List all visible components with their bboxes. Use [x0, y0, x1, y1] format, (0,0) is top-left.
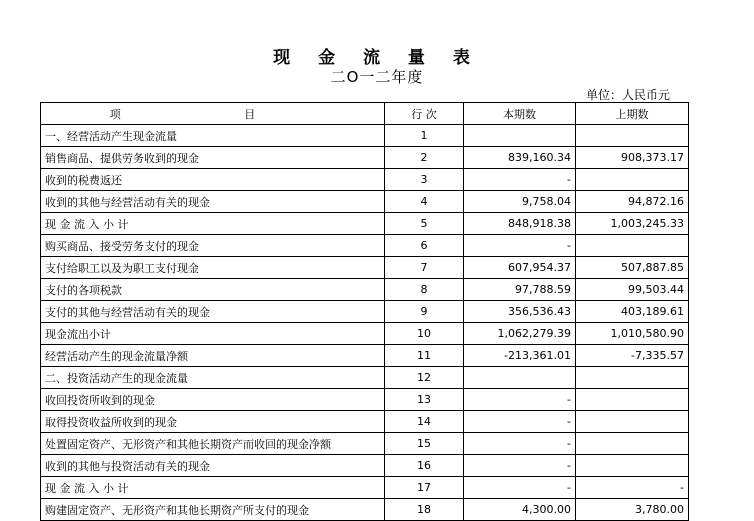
row-current: 9,758.04	[464, 191, 576, 213]
row-current: 1,062,279.39	[464, 323, 576, 345]
row-label: 收到的其他与经营活动有关的现金	[41, 191, 385, 213]
row-label: 支付给职工以及为职工支付现金	[41, 257, 385, 279]
row-label: 处置固定资产、无形资产和其他长期资产而收回的现金净额	[41, 433, 385, 455]
row-previous	[576, 433, 689, 455]
row-previous	[576, 455, 689, 477]
row-previous: -7,335.57	[576, 345, 689, 367]
table-row	[41, 257, 689, 279]
table-row	[41, 389, 689, 411]
row-current: -213,361.01	[464, 345, 576, 367]
row-current: -	[464, 455, 576, 477]
row-label: 经营活动产生的现金流量净额	[41, 345, 385, 367]
row-previous: 908,373.17	[576, 147, 689, 169]
row-line: 9	[385, 301, 464, 323]
row-label: 一、经营活动产生现金流量	[41, 125, 385, 147]
row-previous: 403,189.61	[576, 301, 689, 323]
row-previous	[576, 235, 689, 257]
row-label: 现金流出小计	[41, 323, 385, 345]
table-row	[41, 323, 689, 345]
row-line: 6	[385, 235, 464, 257]
table-row	[41, 499, 689, 521]
row-previous: 94,872.16	[576, 191, 689, 213]
table-row	[41, 367, 689, 389]
row-current: 4,300.00	[464, 499, 576, 521]
row-current: 839,160.34	[464, 147, 576, 169]
report-title: 现 金 流 量 表	[273, 48, 481, 68]
table-row	[41, 169, 689, 191]
row-line: 8	[385, 279, 464, 301]
table-row	[41, 345, 689, 367]
row-line: 15	[385, 433, 464, 455]
report-year: 二O一二年度	[330, 68, 424, 86]
row-current: -	[464, 235, 576, 257]
table-row	[41, 301, 689, 323]
row-previous: 1,010,580.90	[576, 323, 689, 345]
table-row	[41, 433, 689, 455]
row-line: 12	[385, 367, 464, 389]
row-line: 1	[385, 125, 464, 147]
row-label: 现 金 流 入 小 计	[41, 477, 385, 499]
cash-flow-table	[40, 102, 689, 521]
row-line: 3	[385, 169, 464, 191]
row-line: 2	[385, 147, 464, 169]
table-row	[41, 279, 689, 301]
row-label: 支付的各项税款	[41, 279, 385, 301]
row-label: 收到的其他与投资活动有关的现金	[41, 455, 385, 477]
row-current: -	[464, 169, 576, 191]
table-row	[41, 411, 689, 433]
row-line: 14	[385, 411, 464, 433]
row-line: 16	[385, 455, 464, 477]
table-row	[41, 477, 689, 499]
row-label: 支付的其他与经营活动有关的现金	[41, 301, 385, 323]
row-label: 现 金 流 入 小 计	[41, 213, 385, 235]
row-line: 10	[385, 323, 464, 345]
currency-unit: 单位：人民币元	[586, 88, 671, 102]
row-previous	[576, 169, 689, 191]
row-previous: 1,003,245.33	[576, 213, 689, 235]
row-label: 收到的税费返还	[41, 169, 385, 191]
row-line: 11	[385, 345, 464, 367]
row-current: -	[464, 389, 576, 411]
table-row	[41, 147, 689, 169]
row-previous	[576, 367, 689, 389]
row-previous: -	[576, 477, 689, 499]
table-row	[41, 125, 689, 147]
row-current: 848,918.38	[464, 213, 576, 235]
row-previous: 3,780.00	[576, 499, 689, 521]
row-current: 356,536.43	[464, 301, 576, 323]
row-previous: 507,887.85	[576, 257, 689, 279]
row-current: -	[464, 433, 576, 455]
table-row	[41, 235, 689, 257]
header-row	[41, 103, 689, 125]
table-row	[41, 455, 689, 477]
row-previous: 99,503.44	[576, 279, 689, 301]
row-label: 购买商品、接受劳务支付的现金	[41, 235, 385, 257]
column-header-line: 行 次	[385, 103, 464, 125]
row-label: 二、投资活动产生的现金流量	[41, 367, 385, 389]
table-row	[41, 213, 689, 235]
row-line: 18	[385, 499, 464, 521]
row-line: 5	[385, 213, 464, 235]
row-label: 购建固定资产、无形资产和其他长期资产所支付的现金	[41, 499, 385, 521]
row-current: -	[464, 477, 576, 499]
column-header-current: 本期数	[464, 103, 576, 125]
row-line: 4	[385, 191, 464, 213]
row-previous	[576, 389, 689, 411]
row-label: 销售商品、提供劳务收到的现金	[41, 147, 385, 169]
row-current: 97,788.59	[464, 279, 576, 301]
row-current	[464, 125, 576, 147]
row-line: 13	[385, 389, 464, 411]
column-header-item: 项 目	[41, 103, 385, 125]
row-line: 7	[385, 257, 464, 279]
row-current: -	[464, 411, 576, 433]
table-row	[41, 191, 689, 213]
row-previous	[576, 125, 689, 147]
row-label: 收回投资所收到的现金	[41, 389, 385, 411]
row-current	[464, 367, 576, 389]
row-label: 取得投资收益所收到的现金	[41, 411, 385, 433]
row-previous	[576, 411, 689, 433]
row-current: 607,954.37	[464, 257, 576, 279]
row-line: 17	[385, 477, 464, 499]
column-header-previous: 上期数	[576, 103, 689, 125]
